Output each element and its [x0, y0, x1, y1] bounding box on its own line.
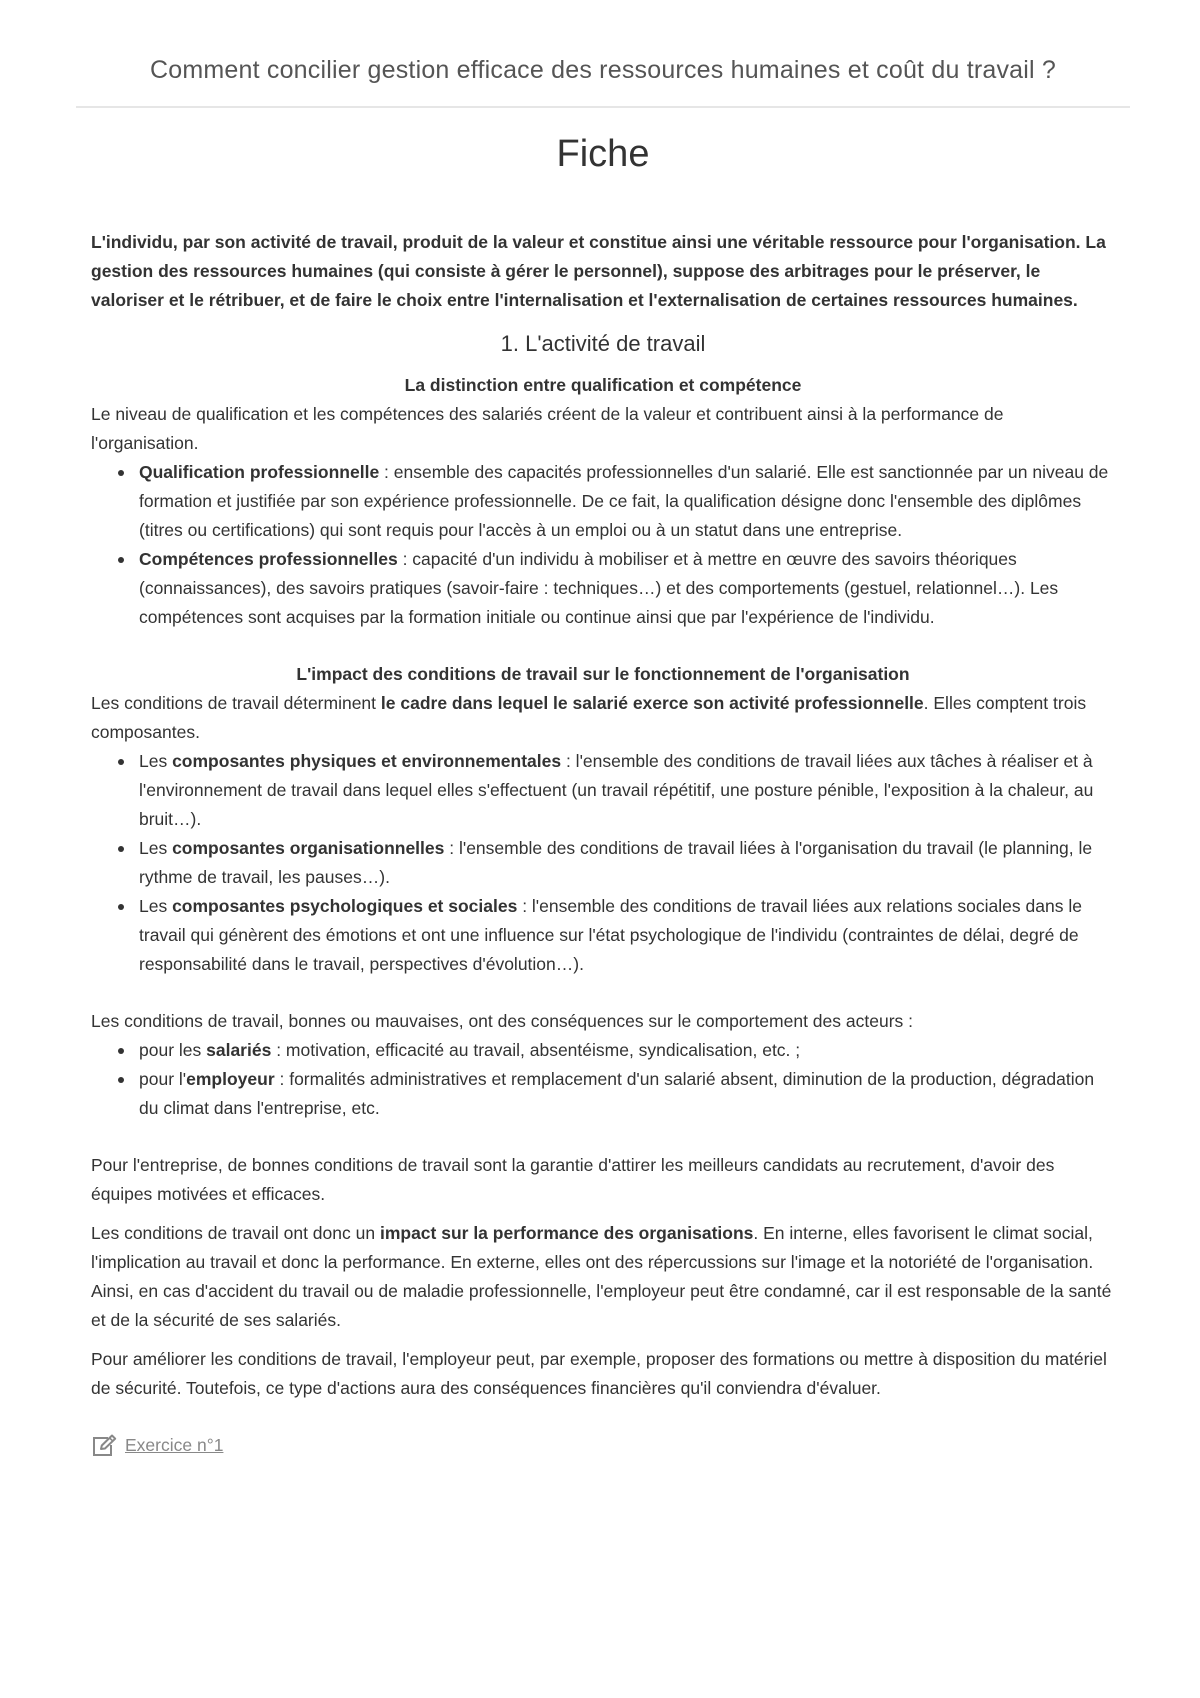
definition-list	[91, 458, 1115, 632]
subsection-intro-conditions	[91, 689, 1115, 747]
list-item-prefix: pour l'	[139, 1069, 187, 1089]
list-item	[139, 747, 1115, 834]
list-item-term: composantes psychologiques et sociales	[172, 896, 518, 916]
spacer	[91, 1123, 1115, 1151]
list-item-text: : motivation, efficacité au travail, absentéisme, syndicalisation, etc. ;	[271, 1040, 801, 1060]
spacer	[91, 1209, 1115, 1219]
list-item-prefix: Les	[139, 896, 173, 916]
edit-icon[interactable]	[91, 1434, 117, 1458]
subsection-title-conditions: L'impact des conditions de travail sur le fonctionnement de l'organisation	[296, 664, 910, 684]
list-item-term: Compétences professionnelles	[139, 549, 398, 569]
list-item-term: composantes physiques et environnementales	[172, 751, 562, 771]
list-item-prefix: pour les	[139, 1040, 207, 1060]
list-item-text: : capacité d'un individu à mobiliser et à mettre en œuvre des savoirs théoriques (connaissances), des savoirs pratiques (savoir-faire : techniques…) et des comportements (gestuel, relationnel…). Les compétences sont acquises par la formation initiale ou continue ainsi que par l'expérience de l'individu.	[139, 549, 1059, 627]
list-item-text: : ensemble des capacités professionnelles d'un salarié. Elle est sanctionnée par un niveau de formation et justifiée par son expérience professionnelle. De ce fait, la qualification désigne donc l'ensemble des diplômes (titres ou certifications) qui sont requis pour l'accès à un emploi ou à un statut dans une entreprise.	[139, 462, 1109, 540]
list-item-term: composantes organisationnelles	[172, 838, 445, 858]
bold-segment: impact sur la performance des organisations	[379, 1223, 754, 1243]
list-item-text: : l'ensemble des conditions de travail liées à l'organisation du travail (le planning, le rythme de travail, les pauses…).	[139, 838, 1093, 887]
subsection-title-qualification: La distinction entre qualification et compétence	[404, 375, 802, 395]
list-item-prefix: Les	[139, 838, 173, 858]
components-list	[91, 747, 1115, 979]
text-segment: Les conditions de travail ont donc un	[91, 1223, 380, 1243]
text-segment: . Elles comptent trois composantes.	[91, 693, 1087, 742]
list-item	[139, 1036, 1115, 1065]
consequences-intro: Les conditions de travail, bonnes ou mauvaises, ont des conséquences sur le comportement des acteurs :	[91, 1011, 913, 1031]
list-item-text: : l'ensemble des conditions de travail liées aux relations sociales dans le travail qui génèrent des émotions et ont une influence sur l'état psychologique de l'individu (contraintes de délai, degré de responsabilité dans le travail, perspectives d'évolution…).	[139, 896, 1082, 974]
list-item-term: employeur	[186, 1069, 275, 1089]
text-segment: . En interne, elles favorisent le climat social, l'implication au travail et donc la performance. En externe, elles ont des répercussions sur l'image et la notoriété de l'organisation. Ainsi, en cas d'accident du travail ou de maladie professionnelle, l'employeur peut être condamné, car il est responsable de la santé et de la sécurité de ses salariés.	[91, 1223, 1112, 1330]
section-title-activite: 1. L'activité de travail	[500, 331, 706, 356]
bold-segment: le cadre dans lequel le salarié exerce son activité professionnelle	[380, 693, 924, 713]
intro-paragraph: L'individu, par son activité de travail, produit de la valeur et constitue ainsi une véritable ressource pour l'organisation. La gestion des ressources humaines (qui consiste à gérer le personnel), suppose des arbitrages pour le préserver, le valoriser et le rétribuer, et de faire le choix entre l'internalisation et l'externalisation de certaines ressources humaines.	[91, 232, 1106, 310]
list-item-term: salariés	[206, 1040, 272, 1060]
subsection-intro-qualification: Le niveau de qualification et les compétences des salariés créent de la valeur et contribuent ainsi à la performance de l'organisation.	[91, 404, 1004, 453]
list-item-text: : formalités administratives et remplacement d'un salarié absent, diminution de la production, dégradation du climat dans l'entreprise, etc.	[139, 1069, 1095, 1118]
list-item-text: : l'ensemble des conditions de travail liées aux tâches à réaliser et à l'environnement de travail dans lequel elles s'effectuent (un travail répétitif, une posture pénible, l'exposition à la chaleur, au bruit…).	[139, 751, 1094, 829]
paragraph-recruitment: Pour l'entreprise, de bonnes conditions de travail sont la garantie d'attirer les meilleurs candidats au recrutement, d'avoir des équipes motivées et efficaces.	[91, 1155, 1055, 1204]
exercise-link-row[interactable]	[91, 1431, 1115, 1460]
paragraph-improvement: Pour améliorer les conditions de travail, l'employeur peut, par exemple, proposer des formations ou mettre à disposition du matériel de sécurité. Toutefois, ce type d'actions aura des conséquences financières qu'il conviendra d'évaluer.	[91, 1349, 1107, 1398]
list-item	[139, 834, 1115, 892]
text-segment: Les conditions de travail déterminent	[91, 693, 381, 713]
paragraph-performance	[91, 1219, 1115, 1335]
spacer	[91, 632, 1115, 660]
page-header-title: Comment concilier gestion efficace des ressources humaines et coût du travail ?	[149, 56, 1057, 84]
spacer	[91, 1335, 1115, 1345]
consequences-list	[91, 1036, 1115, 1123]
document-title: Fiche	[556, 133, 650, 175]
list-item	[139, 1065, 1115, 1123]
spacer	[91, 979, 1115, 1007]
list-item-term: Qualification professionnelle	[139, 462, 380, 482]
list-item	[139, 458, 1115, 545]
list-item-prefix: Les	[139, 751, 173, 771]
list-item	[139, 545, 1115, 632]
list-item	[139, 892, 1115, 979]
document-content	[91, 126, 1115, 1460]
header-divider	[76, 106, 1130, 108]
exercise-link[interactable]: Exercice n°1	[125, 1435, 224, 1455]
